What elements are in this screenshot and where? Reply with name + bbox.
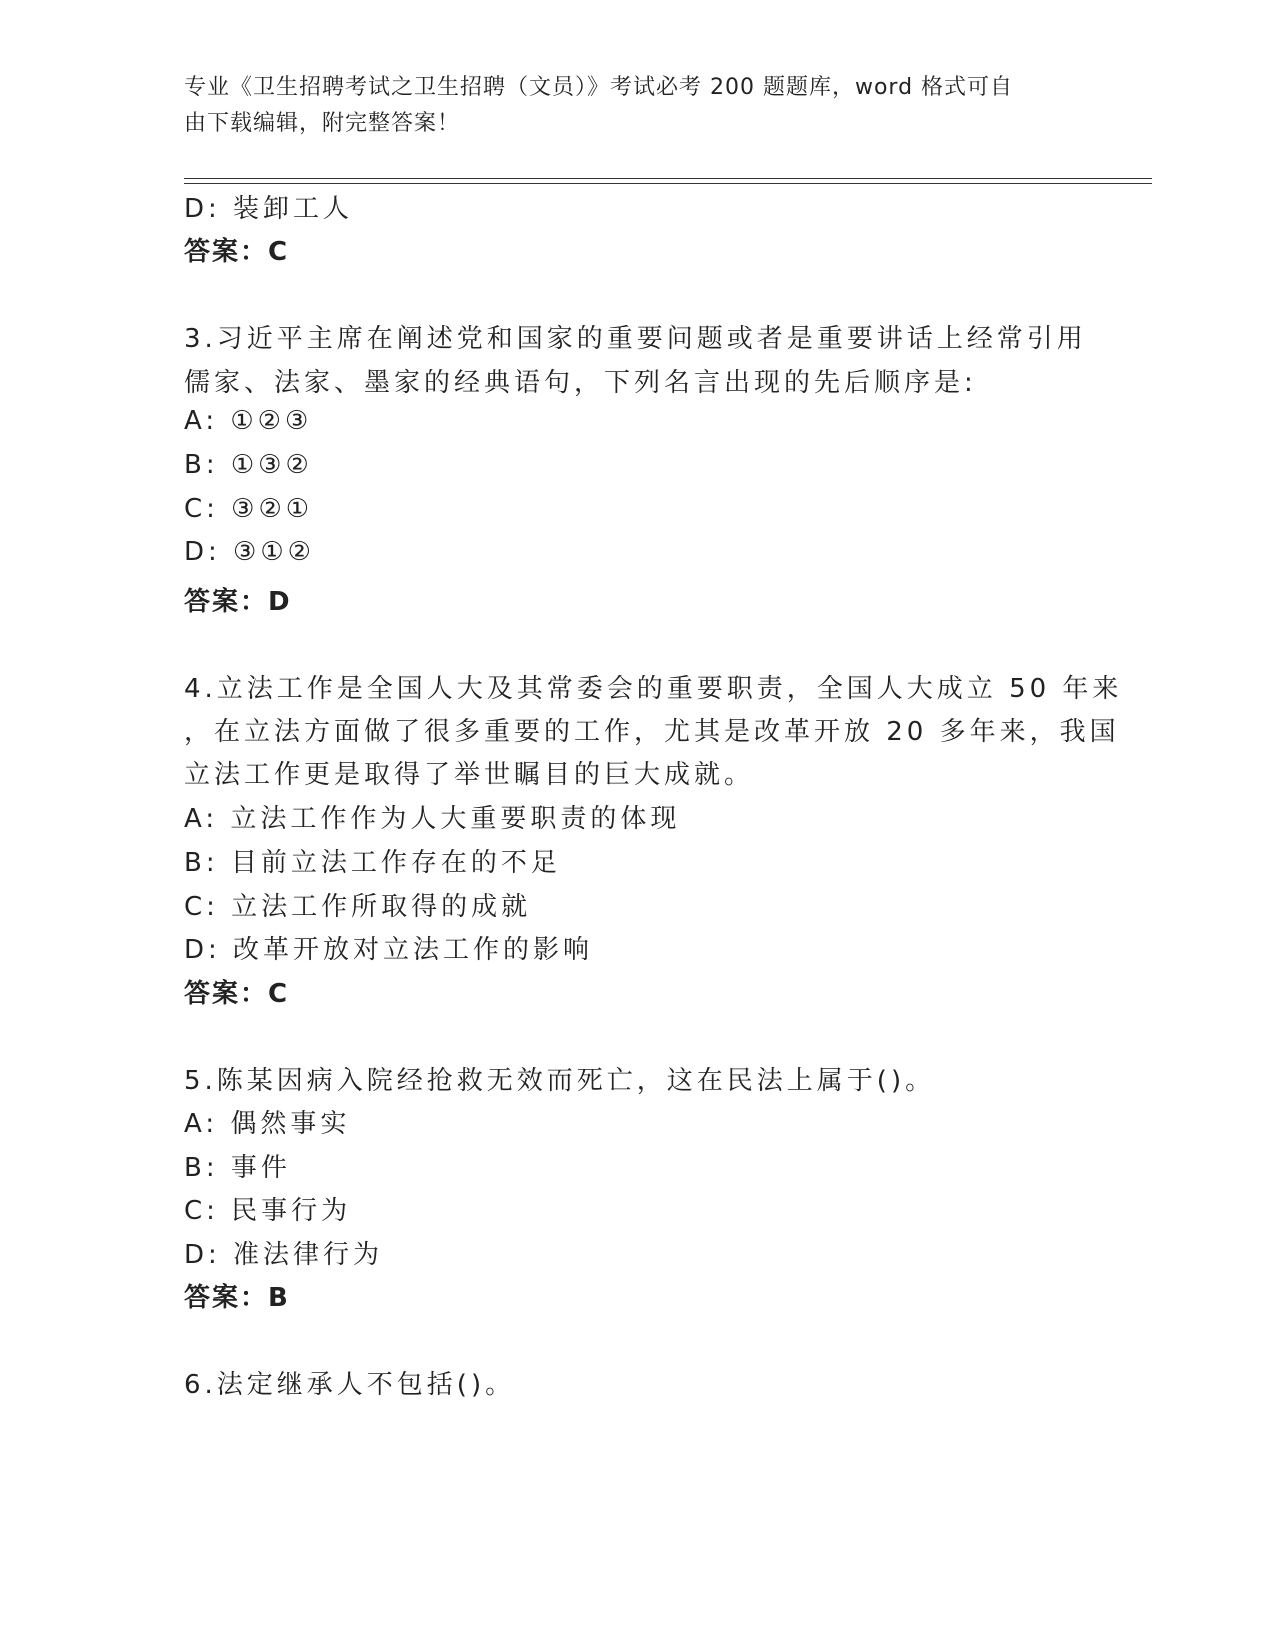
q3-answer: 答案：D [184, 587, 292, 617]
q4-option-d: D: 改革开放对立法工作的影响 [184, 935, 594, 965]
header-divider-bottom [184, 183, 1152, 184]
q5-option-a: A: 偶然事实 [184, 1109, 351, 1139]
q3-option-d: D: ③①② [184, 537, 315, 567]
q5-option-c: C: 民事行为 [184, 1196, 352, 1226]
q5-answer: 答案：B [184, 1283, 290, 1313]
q4-option-a: A: 立法工作作为人大重要职责的体现 [184, 804, 681, 834]
q2-option-d: D: 装卸工人 [184, 194, 354, 224]
q3-option-c: C: ③②① [184, 494, 314, 524]
q3-option-b: B: ①③② [184, 450, 313, 480]
q5-stem-line-1: 5.陈某因病入院经抢救无效而死亡，这在民法上属于()。 [184, 1066, 936, 1096]
q4-option-c: C: 立法工作所取得的成就 [184, 892, 532, 922]
header-title [184, 70, 1064, 142]
q4-option-b: B: 目前立法工作存在的不足 [184, 848, 561, 878]
q4-stem-line-2: ，在立法方面做了很多重要的工作，尤其是改革开放 20 多年来，我国 [184, 717, 1120, 747]
q3-stem-line-2: 儒家、法家、墨家的经典语句，下列名言出现的先后顺序是: [184, 368, 977, 398]
header-divider-top [184, 178, 1152, 179]
q4-answer: 答案：C [184, 979, 290, 1009]
q5-option-b: B: 事件 [184, 1153, 291, 1183]
q5-option-d: D: 准法律行为 [184, 1240, 384, 1270]
header-title-line-1: 专业《卫生招聘考试之卫生招聘（文员）》考试必考 200 题题库，word 格式可自 [184, 75, 1014, 100]
q2-answer: 答案：C [184, 237, 290, 267]
q4-stem-line-1: 4.立法工作是全国人大及其常委会的重要职责，全国人大成立 50 年来 [184, 674, 1123, 704]
q3-stem-line-1: 3.习近平主席在阐述党和国家的重要问题或者是重要讲话上经常引用 [184, 324, 1087, 354]
q3-option-a: A: ①②③ [184, 406, 313, 436]
header-title-line-2: 由下载编辑，附完整答案！ [184, 111, 461, 136]
q6-stem-line-1: 6.法定继承人不包括()。 [184, 1370, 516, 1400]
q4-stem-line-3: 立法工作更是取得了举世瞩目的巨大成就。 [184, 760, 755, 790]
